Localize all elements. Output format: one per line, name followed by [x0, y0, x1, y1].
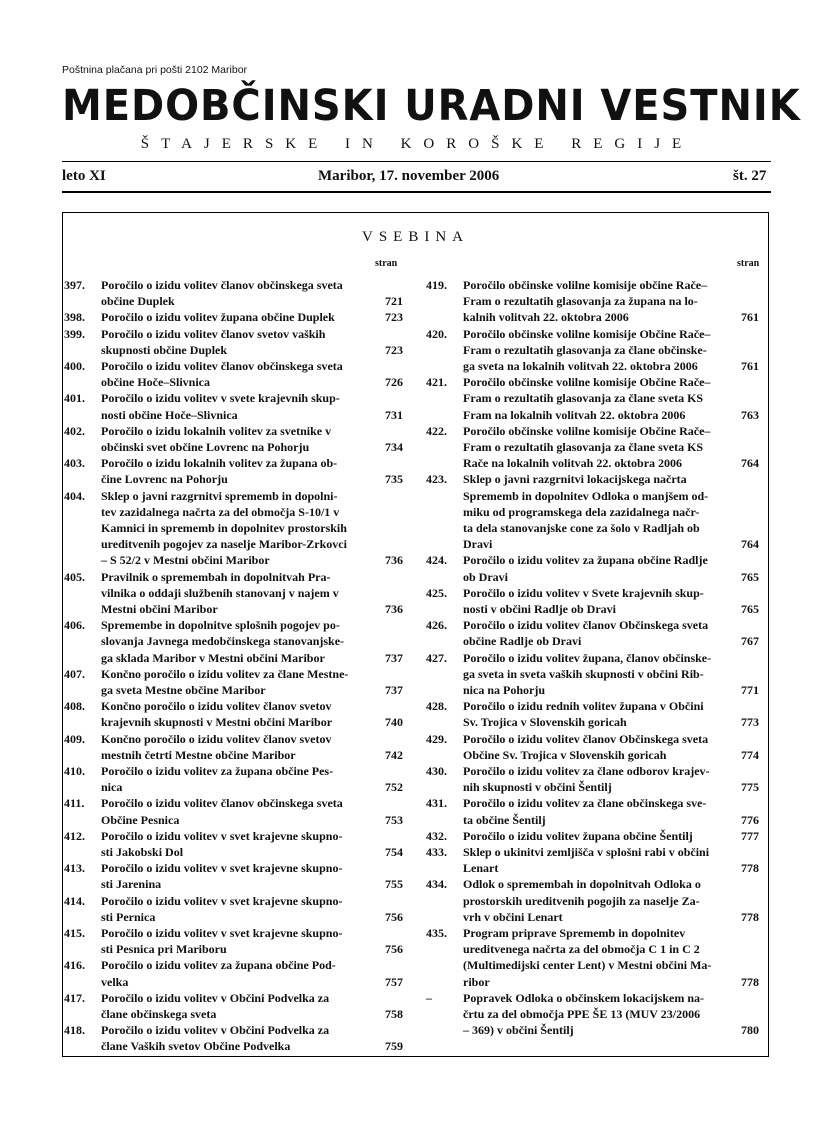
toc-entry-number: 434.: [426, 877, 447, 892]
toc-entry-number: 420.: [426, 326, 447, 341]
toc-entry[interactable]: [64, 569, 409, 618]
toc-entry-text: občine Radlje ob Dravi: [463, 634, 582, 649]
toc-entry-text: Poročilo o izidu volitev članov občinskega sveta: [101, 359, 343, 373]
toc-entry-page: 753: [385, 812, 403, 827]
toc-entry[interactable]: [426, 374, 771, 423]
toc-entry-page: 736: [385, 601, 403, 616]
toc-entry-page: 759: [385, 1039, 403, 1054]
header-rule-bottom: [62, 191, 771, 193]
toc-entry[interactable]: [426, 925, 771, 990]
toc-entry-number: 427.: [426, 650, 447, 665]
toc-entry-page: 778: [741, 909, 759, 924]
toc-entry-text: Poročilo občinske volilne komisije občine Rače–: [463, 278, 708, 292]
toc-entry-number: 418.: [64, 1023, 85, 1038]
toc-entry-text: Poročilo o izidu volitev župana, članov občinske-: [463, 650, 712, 665]
toc-entry-text: Lenart: [463, 861, 499, 876]
toc-entry-text: Poročilo o izidu volitev župana občine Šentilj: [463, 828, 693, 843]
toc-entry-number: 425.: [426, 585, 447, 600]
toc-entry-text: (Multimedijski center Lent) v Mestni občini Ma-: [463, 958, 712, 973]
toc-entry-page: 765: [741, 601, 759, 616]
toc-entry-text: Končno poročilo o izidu volitev članov svetov: [101, 699, 332, 714]
toc-entry-text: nica na Pohorju: [463, 682, 546, 697]
toc-entry[interactable]: [64, 893, 409, 925]
toc-entry-text: ta občine Šentilj: [463, 812, 546, 827]
toc-entry-text: sti Jarenina: [101, 877, 162, 892]
page-col-label-right: stran: [737, 258, 760, 269]
toc-entry[interactable]: [426, 763, 771, 795]
toc-entry-number: 398.: [64, 310, 85, 325]
toc-entry-number: 419.: [426, 278, 447, 292]
toc-entry-page: 735: [385, 472, 403, 487]
toc-entry-text: Poročilo o izidu volitev članov občinskega sveta: [101, 278, 343, 292]
toc-entry-page: 742: [385, 747, 403, 762]
toc-entry-page: 721: [385, 294, 403, 309]
toc-entry-text: člane občinskega sveta: [101, 1006, 217, 1021]
toc-entry-text: občinski svet občine Lovrenc na Pohorju: [101, 439, 310, 454]
toc-entry-text: sti Pesnica pri Mariboru: [101, 942, 227, 957]
toc-entry[interactable]: [64, 666, 409, 698]
toc-entry-text: nosti v občini Radlje ob Dravi: [463, 601, 617, 616]
toc-entry[interactable]: [64, 731, 409, 763]
toc-entry-number: 428.: [426, 699, 447, 714]
toc-entry-text: miku od programskega dela zazidalnega načr-: [463, 504, 700, 519]
toc-entry-page: 757: [385, 974, 403, 989]
toc-entry-text: prostorskih ureditvenih pogojih za naselje Za-: [463, 893, 700, 908]
toc-entry-text: velka: [101, 974, 129, 989]
postal-note: Poštnina plačana pri pošti 2102 Maribor: [62, 64, 248, 76]
toc-entry-text: Poročilo o izidu volitev članov svetov vaških: [101, 326, 326, 341]
publication-subtitle: ŠTAJERSKE IN KOROŠKE REGIJE: [140, 136, 694, 152]
toc-entry[interactable]: [64, 326, 409, 358]
toc-entry[interactable]: [426, 990, 771, 1039]
toc-entry-page: 776: [741, 812, 759, 827]
toc-entry-text: Fram o rezultatih glasovanja za člane sveta KS: [463, 391, 704, 406]
toc-entry-text: sti Pernica: [101, 909, 156, 924]
toc-entry-text: Program priprave Sprememb in dopolnitev: [463, 926, 686, 940]
toc-entry-text: Občine Pesnica: [101, 812, 180, 827]
toc-entry-text: Kamnici in sprememb in dopolnitev prostorskih: [101, 520, 347, 535]
toc-entry-page: 737: [385, 682, 403, 697]
toc-entry[interactable]: [64, 617, 409, 666]
toc-entry[interactable]: [426, 585, 771, 617]
toc-entry-number: 410.: [64, 764, 85, 778]
toc-entry-text: Poročilo o izidu volitev za župana občine Pes-: [101, 764, 334, 778]
toc-entry-text: čine Lovrenc na Pohorju: [101, 472, 228, 487]
toc-entry-page: 767: [741, 634, 759, 649]
toc-entry-number: 417.: [64, 990, 85, 1005]
toc-entry-text: Poročilo o izidu volitev članov občinskega sveta: [101, 796, 343, 811]
toc-entry-page: 764: [741, 537, 759, 552]
issue-place-date: Maribor, 17. november 2006: [318, 168, 500, 184]
toc-entry-page: 765: [741, 569, 759, 584]
toc-entry-page: 740: [385, 715, 403, 730]
toc-entry-text: občine Duplek: [101, 294, 175, 309]
toc-entry-text: ga sveta in sveta vaških skupnosti v občini Rib-: [463, 666, 704, 681]
toc-entry-page: 734: [385, 439, 403, 454]
toc-entry-text: Poročilo o izidu volitev v svet krajevne skupno-: [101, 861, 343, 876]
toc-entry[interactable]: [64, 795, 409, 827]
toc-entry-page: 752: [385, 780, 403, 795]
toc-entry-number: 405.: [64, 569, 85, 584]
toc-entry-text: mestnih četrti Mestne občine Maribor: [101, 747, 296, 762]
toc-entry-page: 731: [385, 407, 403, 422]
toc-entry-text: Spremembe in dopolnitve splošnih pogojev po-: [101, 618, 340, 633]
toc-entry-page: 756: [385, 909, 403, 924]
toc-entry-text: člane Vaških svetov Občine Podvelka: [101, 1039, 291, 1054]
toc-entry-text: Pravilnik o spremembah in dopolnitvah Pra-: [101, 569, 331, 584]
toc-entry-number: 412.: [64, 828, 85, 843]
toc-entry-page: 723: [385, 310, 403, 325]
toc-entry-text: Fram na lokalnih volitvah 22. oktobra 2006: [463, 407, 686, 422]
toc-entry-number: 406.: [64, 618, 85, 633]
toc-entry-text: ureditvenega načrta za del območja C 1 in C 2: [463, 942, 700, 957]
toc-entry-text: Popravek Odloka o občinskem lokacijskem na-: [463, 990, 705, 1005]
toc-entry[interactable]: [64, 309, 409, 325]
toc-entry-number: 401.: [64, 391, 85, 406]
toc-entry-text: Odlok o spremembah in dopolnitvah Odloka o: [463, 877, 701, 892]
toc-entry-page: 778: [741, 861, 759, 876]
toc-entry[interactable]: [426, 326, 771, 375]
toc-entry-number: 424.: [426, 553, 447, 568]
toc-entry-text: Končno poročilo o izidu volitev članov svetov: [101, 731, 332, 746]
toc-entry-number: 421.: [426, 375, 447, 390]
toc-entry-text: Poročilo o izidu volitev za župana občine Radlje: [463, 553, 708, 568]
toc-entry-number: 432.: [426, 828, 447, 843]
toc-entry-text: Poročilo o izidu volitev v Svete krajevnih skup-: [463, 585, 704, 600]
toc-entry-text: krajevnih skupnosti v Mestni občini Maribor: [101, 715, 333, 730]
toc-entry-number: 430.: [426, 764, 447, 778]
toc-entry-number: 409.: [64, 731, 85, 746]
toc-entry-text: Poročilo o izidu volitev za župana občine Pod-: [101, 958, 336, 973]
toc-entry[interactable]: [426, 650, 771, 699]
publication-title: MEDOBČINSKI URADNI VESTNIK: [62, 81, 801, 131]
toc-entry-text: slovanja Javnega medobčinskega stanovanjske-: [101, 634, 345, 649]
toc-entry[interactable]: [426, 876, 771, 925]
toc-entry[interactable]: [64, 990, 409, 1022]
toc-entry-number: 423.: [426, 472, 447, 487]
toc-entry-text: – S 52/2 v Mestni občini Maribor: [101, 553, 270, 568]
issue-number: št. 27: [733, 168, 767, 184]
toc-entry-page: 774: [741, 747, 759, 762]
toc-entry-text: kalnih volitvah 22. oktobra 2006: [463, 310, 629, 325]
toc-entry-number: 433.: [426, 845, 447, 859]
toc-entry-page: 777: [741, 828, 759, 843]
toc-entry[interactable]: [64, 488, 409, 569]
toc-entry[interactable]: [64, 698, 409, 730]
toc-entry-page: 773: [741, 715, 759, 730]
toc-entry[interactable]: [64, 957, 409, 989]
toc-entry-text: vrh v občini Lenart: [463, 909, 563, 924]
issue-year: leto XI: [62, 168, 106, 184]
toc-entry[interactable]: [426, 552, 771, 584]
toc-entry-text: Poročilo občinske volilne komisije Občine Rače–: [463, 423, 711, 438]
toc-entry-number: 408.: [64, 699, 85, 714]
toc-entry-text: ta dela stanovanjske cone za šolo v Radljah ob: [463, 520, 700, 535]
toc-entry[interactable]: [64, 828, 409, 860]
toc-entry-text: nosti občine Hoče–Slivnica: [101, 407, 238, 422]
header-rule-top: [62, 161, 771, 162]
toc-entry-page: 778: [741, 974, 759, 989]
toc-entry-page: 756: [385, 942, 403, 957]
toc-entry-text: Poročilo občinske volilne komisije Občine Rače–: [463, 375, 711, 390]
toc-entry[interactable]: [64, 277, 409, 309]
toc-entry-text: Poročilo občinske volilne komisije Občine Rače–: [463, 326, 711, 341]
toc-entry[interactable]: [64, 763, 409, 795]
toc-entry-number: 429.: [426, 731, 447, 746]
toc-entry-text: Fram o rezultatih glasovanja za župana na lo-: [463, 294, 698, 309]
toc-entry-number: 413.: [64, 861, 85, 876]
toc-entry-text: Poročilo o izidu volitev v svete krajevnih skup-: [101, 391, 340, 406]
toc-entry-page: 754: [385, 844, 403, 859]
toc-entry-page: 737: [385, 650, 403, 665]
toc-entry[interactable]: [64, 423, 409, 455]
toc-entry[interactable]: [426, 731, 771, 763]
toc-entry-text: Dravi: [463, 537, 493, 552]
toc-entry[interactable]: [426, 844, 771, 876]
toc-entry-text: Mestni občini Maribor: [101, 601, 218, 616]
toc-entry-page: 758: [385, 1006, 403, 1021]
toc-entry-text: Poročilo o izidu volitev članov Občinskega sveta: [463, 618, 709, 633]
toc-entry[interactable]: [64, 390, 409, 422]
toc-entry[interactable]: [64, 925, 409, 957]
toc-entry[interactable]: [426, 423, 771, 472]
toc-entry-number: 415.: [64, 926, 85, 940]
toc-entry[interactable]: [64, 860, 409, 892]
toc-entry-page: 780: [741, 1023, 759, 1038]
toc-entry-number: 431.: [426, 796, 447, 811]
toc-entry-text: občine Hoče–Slivnica: [101, 375, 210, 390]
toc-entry[interactable]: [426, 617, 771, 649]
toc-entry-text: sti Jakobski Dol: [101, 844, 184, 859]
toc-entry[interactable]: [426, 828, 771, 844]
toc-entry-text: ribor: [463, 974, 490, 989]
toc-entry-text: Poročilo o izidu volitev v Občini Podvelka za: [101, 990, 330, 1005]
toc-entry-number: 414.: [64, 893, 85, 908]
toc-entry-text: – 369) v občini Šentilj: [463, 1023, 574, 1038]
toc-entry[interactable]: [426, 698, 771, 730]
toc-entry-number: 402.: [64, 423, 85, 438]
toc-entry-text: Poročilo o izidu lokalnih volitev za župana ob-: [101, 456, 338, 471]
toc-entry-text: ga sklada Maribor v Mestni občini Maribor: [101, 650, 325, 665]
toc-entry-page: 761: [741, 358, 759, 373]
toc-entry-number: 400.: [64, 359, 85, 373]
toc-entry-text: Poročilo o izidu lokalnih volitev za svetnike v: [101, 423, 332, 438]
contents-heading: VSEBINA: [361, 229, 469, 245]
toc-entry-page: 764: [741, 456, 759, 471]
toc-entry-text: Poročilo o izidu volitev za člane občinskega sve-: [463, 796, 707, 811]
toc-entry-number: 404.: [64, 488, 85, 503]
toc-entry-text: Občine Sv. Trojica v Slovenskih goricah: [463, 747, 667, 762]
toc-entry-number: 411.: [64, 796, 85, 811]
toc-entry-text: Sklep o ukinitvi zemljišča v splošni rabi v občini: [463, 845, 710, 859]
toc-entry[interactable]: [64, 455, 409, 487]
toc-entry-text: Končno poročilo o izidu volitev za člane Mestne-: [101, 666, 349, 681]
toc-entry-page: 771: [741, 682, 759, 697]
toc-entry-number: –: [426, 990, 432, 1005]
toc-entry-text: nica: [101, 780, 123, 795]
toc-entry-text: Poročilo o izidu rednih volitev župana v Občini: [463, 699, 704, 714]
toc-entry-page: 726: [385, 375, 403, 390]
toc-entry-text: ob Dravi: [463, 569, 508, 584]
page-col-label-left: stran: [375, 258, 398, 269]
toc-entry-page: 755: [385, 877, 403, 892]
toc-entry-text: Sklep o javni razgrnitvi lokacijskega načrta: [463, 472, 687, 487]
toc-entry-number: 426.: [426, 618, 447, 633]
toc-entry-text: Poročilo o izidu volitev za člane odborov krajev-: [463, 764, 710, 778]
toc-entry-page: 763: [741, 407, 759, 422]
toc-entry-text: tev zazidalnega načrta za del območja S-10/1 v: [101, 504, 340, 519]
toc-entry-page: 736: [385, 553, 403, 568]
toc-entry-text: Sprememb in dopolnitev Odloka o manjšem od-: [463, 488, 709, 503]
toc-entry-number: 399.: [64, 326, 85, 341]
toc-entry-page: 723: [385, 342, 403, 357]
toc-entry[interactable]: [426, 471, 771, 552]
toc-entry-text: skupnosti občine Duplek: [101, 342, 228, 357]
toc-entry-text: nih skupnosti v občini Šentilj: [463, 780, 612, 795]
toc-entry-text: črtu za del območja PPE ŠE 13 (MUV 23/2006: [463, 1006, 701, 1021]
toc-entry[interactable]: [64, 358, 409, 390]
toc-entry-text: ga sveta na lokalnih volitvah 22. oktobra 2006: [463, 358, 698, 373]
toc-entry-number: 435.: [426, 926, 447, 940]
toc-entry-text: Sklep o javni razgrnitvi sprememb in dopolni-: [101, 488, 338, 503]
toc-entry-page: 761: [741, 310, 759, 325]
toc-entry-text: Fram o rezultatih glasovanja za člane sveta KS: [463, 439, 704, 454]
toc-entry-text: ga sveta Mestne občine Maribor: [101, 682, 266, 697]
toc-entry-number: 422.: [426, 423, 447, 438]
toc-entry-text: Poročilo o izidu volitev v svet krajevne skupno-: [101, 893, 343, 908]
toc-entry[interactable]: [64, 1022, 409, 1054]
toc-entry-text: Poročilo o izidu volitev župana občine Duplek: [101, 310, 335, 325]
toc-entry[interactable]: [426, 795, 771, 827]
toc-entry-number: 403.: [64, 456, 85, 471]
toc-entry-number: 397.: [64, 278, 85, 292]
toc-entry[interactable]: [426, 277, 771, 326]
toc-entry-number: 416.: [64, 958, 85, 973]
toc-entry-text: vilnika o oddaji službenih stanovanj v najem v: [101, 585, 339, 600]
toc-entry-text: Rače na lokalnih volitvah 22. oktobra 2006: [463, 456, 683, 471]
toc-entry-text: Sv. Trojica v Slovenskih goricah: [463, 715, 627, 730]
toc-entry-text: Poročilo o izidu volitev v Občini Podvelka za: [101, 1023, 330, 1038]
toc-entry-number: 407.: [64, 666, 85, 681]
toc-entry-text: Poročilo o izidu volitev v svet krajevne skupno-: [101, 828, 343, 843]
toc-entry-page: 775: [741, 780, 759, 795]
toc-entry-text: Fram o rezultatih glasovanja za člane občinske-: [463, 342, 707, 357]
toc-entry-text: Poročilo o izidu volitev v svet krajevne skupno-: [101, 926, 343, 940]
toc-entry-text: ureditvenih pogojev za naselje Maribor-Zrkovci: [101, 537, 347, 552]
toc-entry-text: Poročilo o izidu volitev članov Občinskega sveta: [463, 731, 709, 746]
